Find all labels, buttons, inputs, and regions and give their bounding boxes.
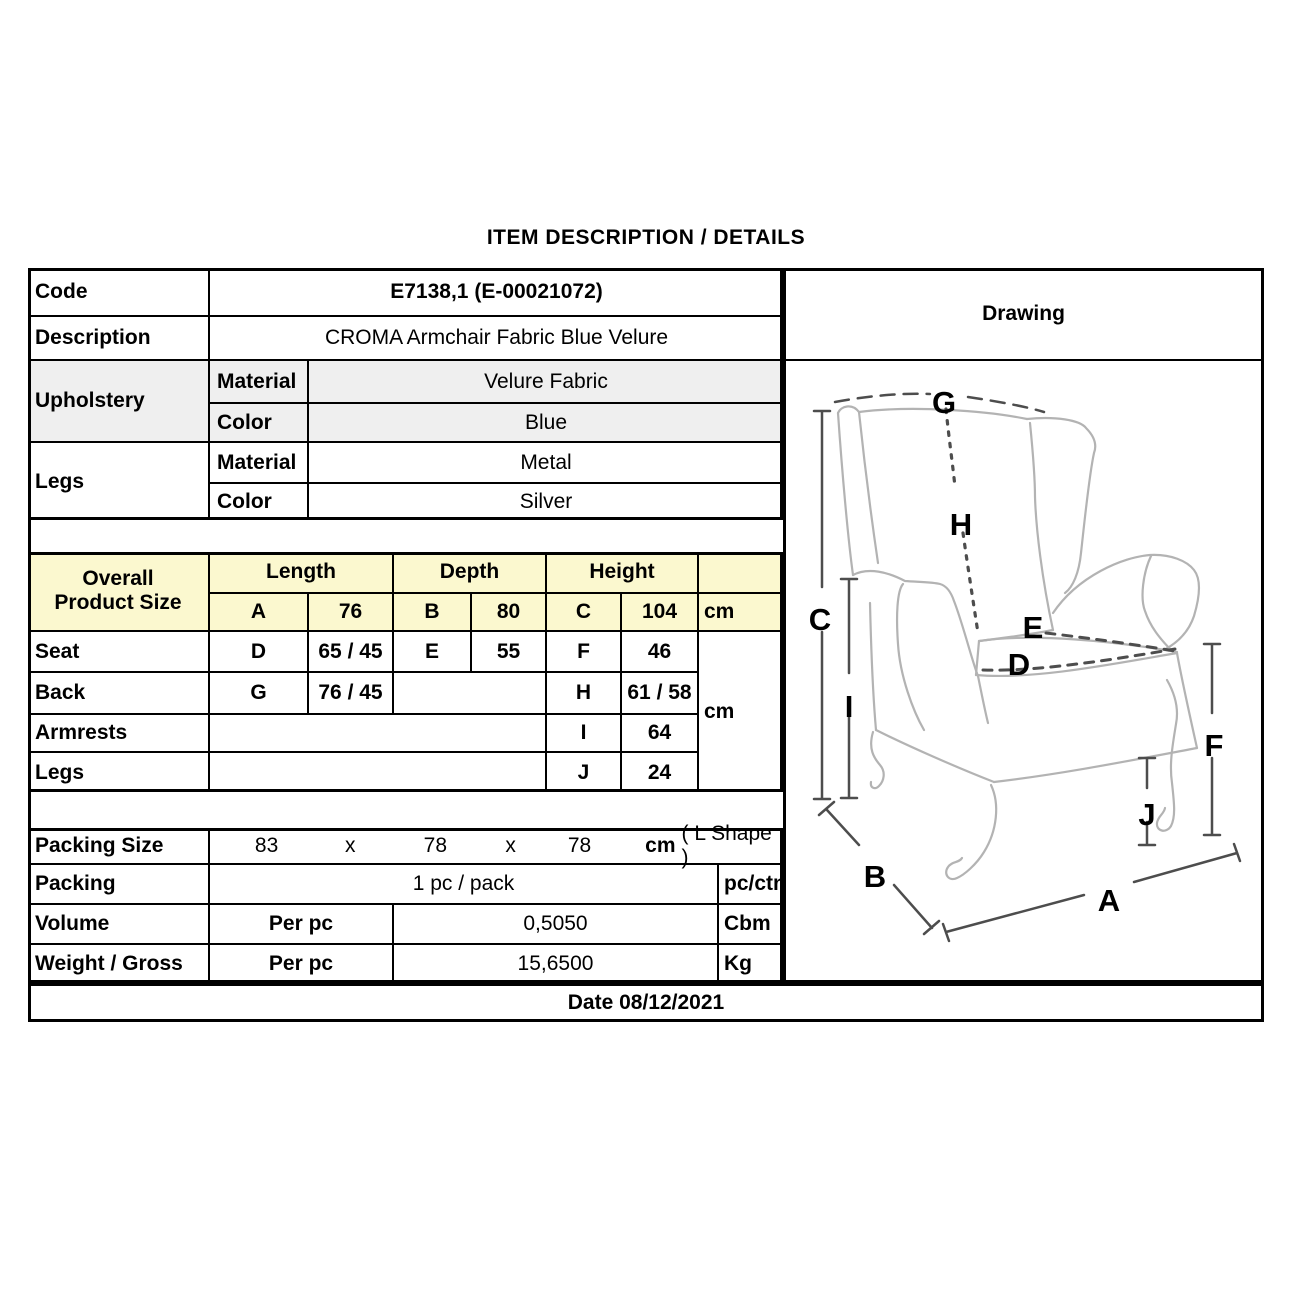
unit-header-empty <box>697 552 783 592</box>
dim-label-a: A <box>1097 883 1121 918</box>
chair-back-left-inner <box>859 412 878 563</box>
dim-letter-e: E <box>392 630 470 671</box>
volume-per-pc: Per pc <box>208 903 392 943</box>
dim-value-h: 61 / 58 <box>620 671 697 713</box>
weight-per-pc: Per pc <box>208 943 392 983</box>
chair-skirt-bottom-left <box>876 730 994 782</box>
chair-right-arm-top <box>1053 555 1199 650</box>
dim-letter-f: F <box>545 630 620 671</box>
upholstery-color-label: Color <box>208 402 307 441</box>
dim-letter-j: J <box>545 751 620 792</box>
chair-back-top-cap <box>838 406 859 413</box>
chair-right-wing-outer <box>1027 418 1095 593</box>
dim-value-c: 104 <box>620 592 697 630</box>
legs-row-label: Legs <box>28 751 208 792</box>
upholstery-color-value: Blue <box>307 402 783 441</box>
packing-size-value <box>208 821 783 869</box>
code-value: E7138,1 (E-00021072) <box>208 268 783 315</box>
code-label: Code <box>35 279 88 303</box>
dim-label-g: G <box>931 385 957 420</box>
back-row-label: Back <box>28 671 208 713</box>
volume-label: Volume <box>28 903 208 943</box>
dim-value-j: 24 <box>620 751 697 792</box>
column-header-depth: Depth <box>392 552 545 592</box>
packing-size-unit: cm <box>645 833 676 857</box>
back-empty-cell <box>392 671 545 713</box>
dim-value-e: 55 <box>470 630 545 671</box>
upholstery-material-value: Velure Fabric <box>307 359 783 402</box>
packing-size-dim2: 78 <box>423 833 448 857</box>
upholstery-material-label: Material <box>208 359 307 402</box>
weight-label: Weight / Gross <box>28 943 208 983</box>
packing-value: 1 pc / pack <box>208 863 717 903</box>
upholstery-label: Upholstery <box>28 359 208 441</box>
packing-size-label: Packing Size <box>35 833 164 857</box>
packing-size-dim1: 83 <box>254 833 279 857</box>
legs-label: Legs <box>28 441 208 520</box>
dim-value-a: 76 <box>307 592 392 630</box>
armrests-empty-cell <box>208 713 545 751</box>
dim-letter-a: A <box>208 592 307 630</box>
dim-label-j: J <box>1138 797 1156 832</box>
dim-letter-b: B <box>392 592 470 630</box>
chair-leg-back-left <box>871 732 884 788</box>
legs-material-label: Material <box>208 441 307 482</box>
packing-size-x1: x <box>344 833 356 857</box>
page-title: ITEM DESCRIPTION / DETAILS <box>486 226 806 249</box>
dim-label-b: B <box>863 859 887 894</box>
dim-label-i: I <box>844 689 854 724</box>
dim-letter-g: G <box>208 671 307 713</box>
dim-line-a <box>943 844 1240 941</box>
dim-letter-i: I <box>545 713 620 751</box>
dim-label-e: E <box>1022 610 1044 645</box>
unit-header-cm: cm <box>697 592 783 630</box>
chair-skirt-right-edge <box>1177 653 1197 748</box>
chair-skirt-bottom-front <box>994 748 1197 782</box>
packing-size-note: ( L Shape ) <box>681 821 772 869</box>
column-header-length: Length <box>208 552 392 592</box>
packing-size-x2: x <box>505 833 516 857</box>
weight-unit: Kg <box>717 943 783 983</box>
chair-cushion-left-edge <box>976 641 979 675</box>
chair-right-arm-front <box>1143 556 1173 652</box>
dim-label-h: H <box>949 507 973 542</box>
packing-label: Packing <box>28 863 208 903</box>
chair-back-left-outer <box>838 413 853 575</box>
chair-left-skirt-edge <box>870 603 876 730</box>
legs-color-label: Color <box>208 482 307 520</box>
armrests-row-label: Armrests <box>28 713 208 751</box>
chair-right-wing-inner <box>1030 423 1053 630</box>
drawing-header: Drawing <box>982 301 1065 325</box>
spacer-row-2 <box>28 792 783 828</box>
legs-color-value: Silver <box>307 482 783 520</box>
unit-merged-cm: cm <box>697 630 783 792</box>
armchair-drawing <box>783 361 1264 985</box>
dim-label-c: C <box>808 602 832 637</box>
chair-left-arm-inner <box>897 584 924 730</box>
dim-letter-d: D <box>208 630 307 671</box>
dim-label-d: D <box>1007 647 1031 682</box>
dim-letter-h: H <box>545 671 620 713</box>
seat-row-label: Seat <box>28 630 208 671</box>
dim-value-i: 64 <box>620 713 697 751</box>
date-row: Date 08/12/2021 <box>567 990 725 1014</box>
spacer-row-1 <box>28 520 783 552</box>
chair-leg-front-left <box>946 785 996 879</box>
dim-value-f: 46 <box>620 630 697 671</box>
legs-material-value: Metal <box>307 441 783 482</box>
packing-size-dim3: 78 <box>567 833 592 857</box>
dim-value-d: 65 / 45 <box>307 630 392 671</box>
description-value: CROMA Armchair Fabric Blue Velure <box>208 315 783 359</box>
dim-value-g: 76 / 45 <box>307 671 392 713</box>
dim-label-f: F <box>1204 728 1224 763</box>
dim-value-b: 80 <box>470 592 545 630</box>
overall-size-label: Overall Product Size <box>28 552 208 630</box>
column-header-height: Height <box>545 552 697 592</box>
volume-unit: Cbm <box>717 903 783 943</box>
legs-empty-cell <box>208 751 545 792</box>
description-label: Description <box>28 315 208 359</box>
packing-unit: pc/ctn <box>717 863 783 903</box>
dim-letter-c: C <box>545 592 620 630</box>
drawing-panel <box>783 359 1264 983</box>
weight-value: 15,6500 <box>392 943 717 983</box>
volume-value: 0,5050 <box>392 903 717 943</box>
